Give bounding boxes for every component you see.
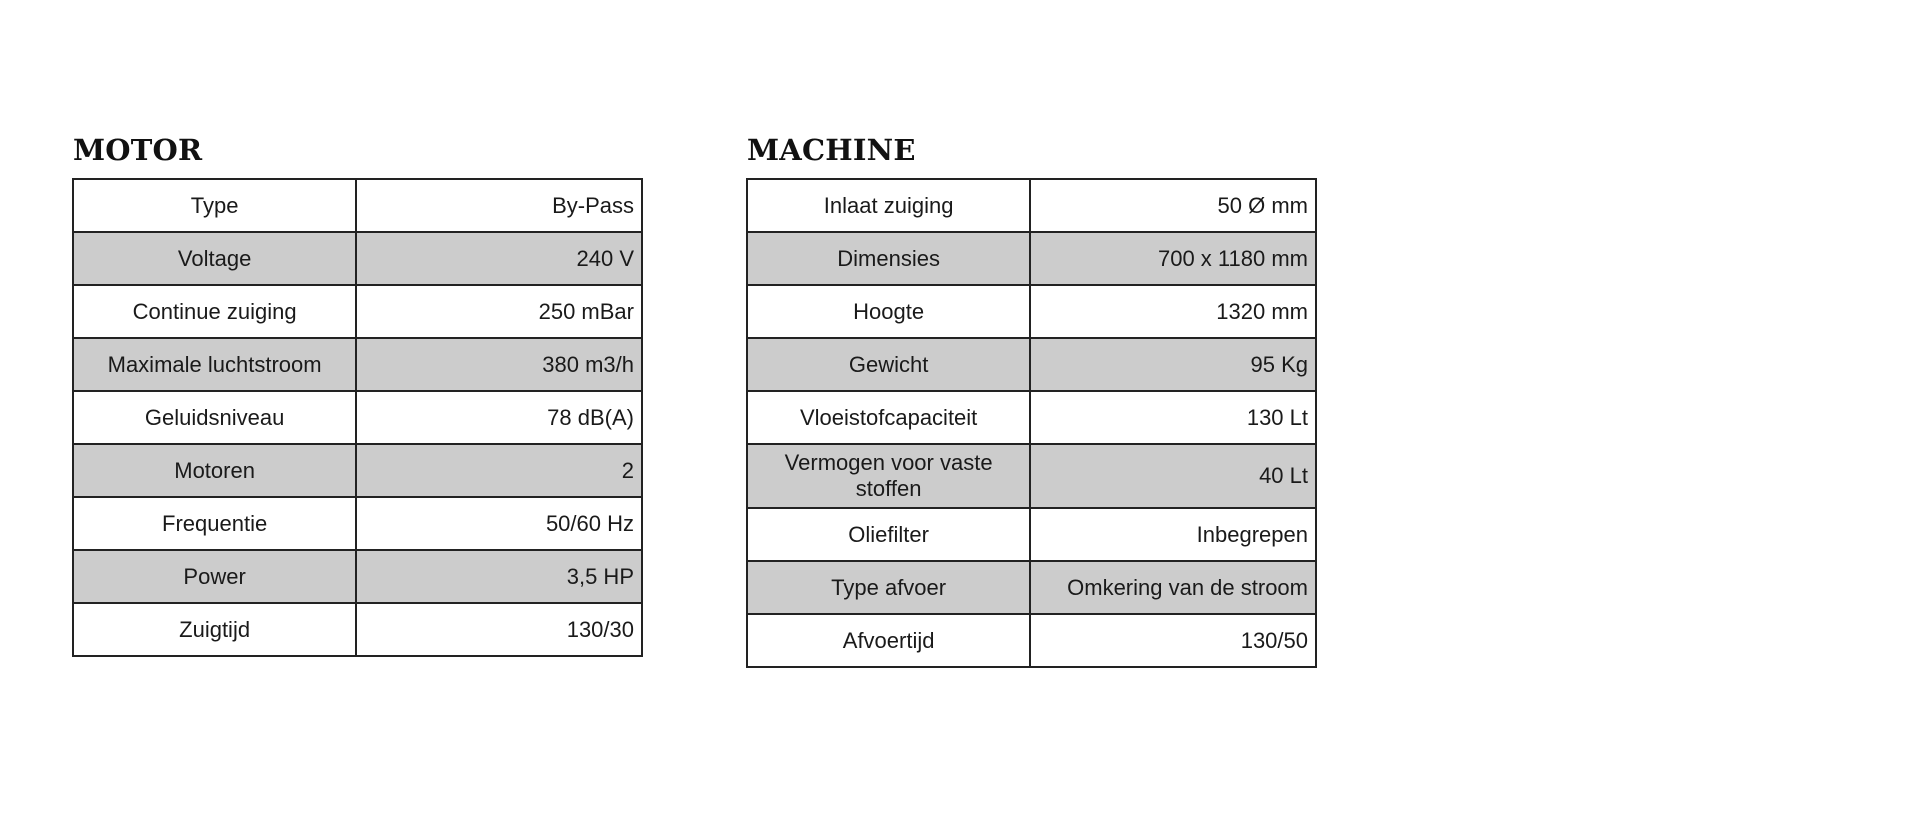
spec-value: 95 Kg bbox=[1030, 338, 1316, 391]
spec-label: Frequentie bbox=[73, 497, 356, 550]
spec-label: Motoren bbox=[73, 444, 356, 497]
table-row bbox=[747, 508, 1316, 561]
spec-label: Gewicht bbox=[747, 338, 1030, 391]
spec-value: 380 m3/h bbox=[356, 338, 642, 391]
spec-label: Afvoertijd bbox=[747, 614, 1030, 667]
table-row bbox=[747, 232, 1316, 285]
spec-value: Omkering van de stroom bbox=[1030, 561, 1316, 614]
spec-label: Dimensies bbox=[747, 232, 1030, 285]
spec-value: 1320 mm bbox=[1030, 285, 1316, 338]
table-row bbox=[73, 285, 642, 338]
table-row bbox=[73, 179, 642, 232]
table-row bbox=[73, 391, 642, 444]
machine-title: MACHINE bbox=[747, 133, 916, 167]
spec-label: Vloeistofcapaciteit bbox=[747, 391, 1030, 444]
spec-value: 2 bbox=[356, 444, 642, 497]
spec-value: 78 dB(A) bbox=[356, 391, 642, 444]
spec-value: Inbegrepen bbox=[1030, 508, 1316, 561]
spec-value: 250 mBar bbox=[356, 285, 642, 338]
motor-section bbox=[72, 132, 643, 657]
table-row bbox=[747, 179, 1316, 232]
spec-value: 700 x 1180 mm bbox=[1030, 232, 1316, 285]
spec-value: 130/50 bbox=[1030, 614, 1316, 667]
spec-label: Maximale luchtstroom bbox=[73, 338, 356, 391]
spec-label: Geluidsniveau bbox=[73, 391, 356, 444]
spec-label: Inlaat zuiging bbox=[747, 179, 1030, 232]
machine-section bbox=[746, 132, 1317, 668]
table-row bbox=[73, 232, 642, 285]
spec-label: Oliefilter bbox=[747, 508, 1030, 561]
spec-value: 50/60 Hz bbox=[356, 497, 642, 550]
spec-label: Type afvoer bbox=[747, 561, 1030, 614]
table-row bbox=[73, 444, 642, 497]
motor-spec-table bbox=[72, 178, 643, 657]
table-row bbox=[747, 391, 1316, 444]
spec-value: 40 Lt bbox=[1030, 444, 1316, 508]
motor-title: MOTOR bbox=[73, 133, 203, 167]
spec-label: Zuigtijd bbox=[73, 603, 356, 656]
spec-label: Vermogen voor vaste stoffen bbox=[747, 444, 1030, 508]
spec-label: Voltage bbox=[73, 232, 356, 285]
table-row bbox=[747, 285, 1316, 338]
table-row bbox=[73, 550, 642, 603]
table-row bbox=[747, 614, 1316, 667]
table-row bbox=[73, 338, 642, 391]
spec-label: Type bbox=[73, 179, 356, 232]
machine-spec-table bbox=[746, 178, 1317, 668]
table-row bbox=[747, 561, 1316, 614]
spec-value: 50 Ø mm bbox=[1030, 179, 1316, 232]
spec-value: 130/30 bbox=[356, 603, 642, 656]
table-row bbox=[73, 497, 642, 550]
table-row bbox=[747, 338, 1316, 391]
spec-value: 3,5 HP bbox=[356, 550, 642, 603]
table-row bbox=[73, 603, 642, 656]
spec-value: 240 V bbox=[356, 232, 642, 285]
spec-value: 130 Lt bbox=[1030, 391, 1316, 444]
table-row bbox=[747, 444, 1316, 508]
spec-label: Power bbox=[73, 550, 356, 603]
spec-value: By-Pass bbox=[356, 179, 642, 232]
spec-label: Hoogte bbox=[747, 285, 1030, 338]
spec-label: Continue zuiging bbox=[73, 285, 356, 338]
